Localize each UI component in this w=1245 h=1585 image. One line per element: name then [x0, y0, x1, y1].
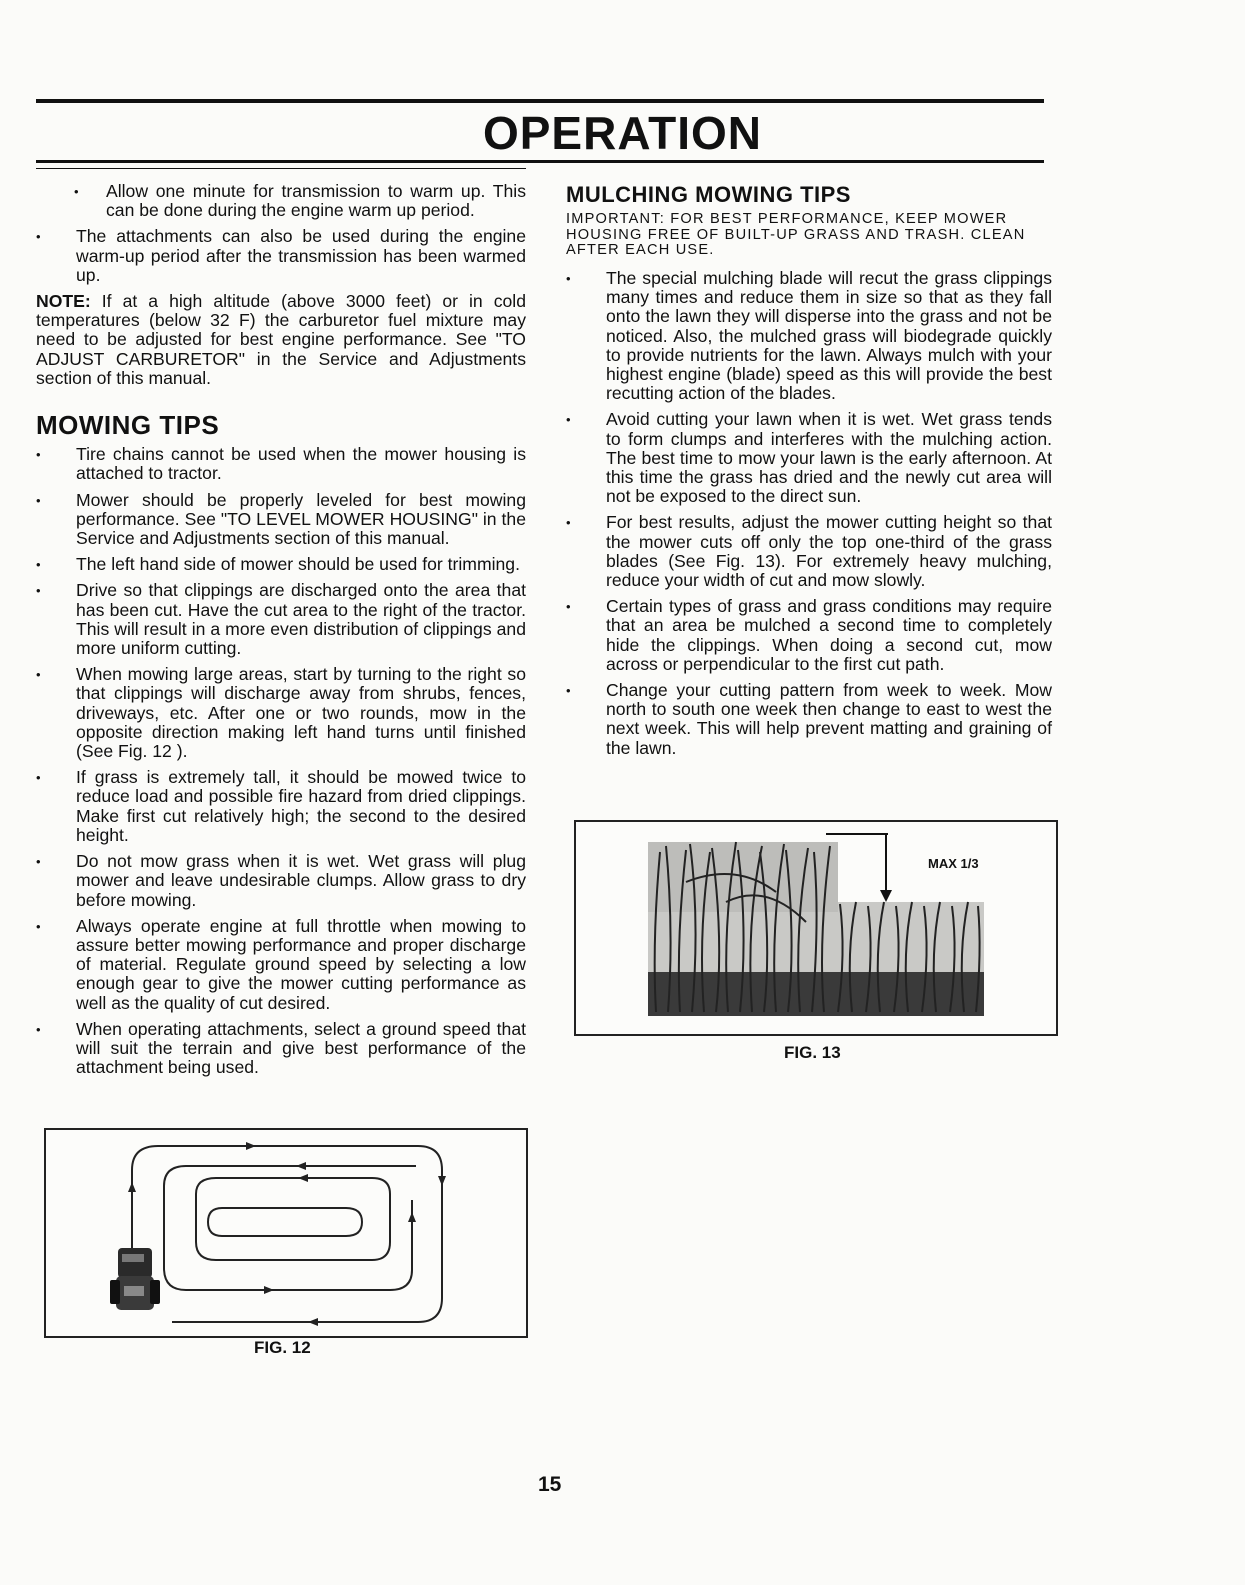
arrow-marker [264, 1286, 274, 1294]
max-cut-label: MAX 1/3 [928, 856, 979, 871]
mowing-pattern-figure [44, 1128, 528, 1338]
inner-mowing-path [208, 1208, 362, 1236]
mowing-tip: • If grass is extremely tall, it should be mowed twice to reduce load and possible fire hazard from dried clippings. Make first cut relatively high; the second to the desired height. [36, 768, 526, 845]
mowing-tip: • Tire chains cannot be used when the mower housing is attached to tractor. [36, 445, 526, 483]
top-rule-thick [36, 99, 1044, 103]
mowing-tip: • When mowing large areas, start by turning to the right so that clippings will discharge away from shrubs, fences, driveways, etc. After one or two rounds, mow in the opposite direction making left hand turns until finished (See Fig. 12 ). [36, 665, 526, 761]
arrow-marker [438, 1176, 446, 1186]
second-mowing-path [164, 1166, 416, 1290]
mulching-tip: • For best results, adjust the mower cutting height so that the mower cuts off only the top one-third of the grass blades (See Fig. 13). For extremely heavy mulching, reduce your width of cut and mow slowly. [566, 513, 1052, 590]
intro-bullet-list [36, 182, 526, 285]
mowing-pattern-diagram [46, 1130, 526, 1336]
mowing-tips-list [36, 445, 526, 1077]
arrow-marker [296, 1162, 306, 1170]
mulching-tips-heading: MULCHING MOWING TIPS [566, 182, 851, 207]
max-height-arrow-head [880, 890, 892, 902]
arrow-marker [128, 1182, 136, 1192]
figure-13-caption: FIG. 13 [784, 1043, 841, 1062]
page-number: 15 [538, 1473, 562, 1496]
left-column [36, 182, 526, 1084]
note-text: If at a high altitude (above 3000 feet) or in cold temperatures (below 32 F) the carburetor fuel mixture may need to be adjusted for best engine performance. See "TO ADJUST CARBURETOR" in the Service and Adjustments section of this manual. [36, 291, 526, 388]
mowing-tips-heading: MOWING TIPS [36, 410, 220, 441]
grass-illustration [576, 822, 1056, 1034]
page-title: OPERATION [482, 107, 763, 159]
mowing-tip: • Always operate engine at full throttle when mowing to assure better mowing performance and proper discharge of material. Regulate ground speed by selecting a low enough gear to give the mower cutting performance as well as the quality of cut desired. [36, 917, 526, 1013]
mowing-tip: • Drive so that clippings are discharged onto the area that has been cut. Have the cut area to the right of the tractor. This will result in a more even distribution of clippings and more uniform cutting. [36, 581, 526, 658]
title-underline-thin-rule [36, 168, 526, 169]
mulching-tip: • Change your cutting pattern from week to week. Mow north to south one week then change to east to west the next week. This will help prevent matting and graining of the lawn. [566, 681, 1052, 758]
intro-bullet: • Allow one minute for transmission to warm up. This can be done during the engine warm up period. [36, 182, 526, 220]
note-label: NOTE: [36, 291, 91, 312]
outer-mowing-path [132, 1146, 442, 1322]
mulching-tip: • Certain types of grass and grass conditions may require that an area be mulched a second time to completely hide the clippings. When doing a second cut, mow across or perpendicular to the first cut path. [566, 597, 1052, 674]
mowing-tip: • Mower should be properly leveled for best mowing performance. See "TO LEVEL MOWER HOUSING" in the Service and Adjustments section of this manual. [36, 491, 526, 549]
arrow-marker [308, 1318, 318, 1326]
arrow-marker [246, 1142, 256, 1150]
title-underline-rule [36, 160, 1044, 163]
mulching-tip: • Avoid cutting your lawn when it is wet. Wet grass tends to form clumps and interferes with the mulching action. The best time to mow your lawn is the early afternoon. At this time the grass has dried and the newly cut area will not be exposed to the direct sun. [566, 410, 1052, 506]
mulching-tips-list [566, 269, 1052, 758]
right-column [566, 182, 1052, 765]
note-paragraph [36, 292, 526, 388]
mowing-tip: • When operating attachments, select a ground speed that will suit the terrain and give best performance of the attachment being used. [36, 1020, 526, 1078]
arrow-marker [298, 1174, 308, 1182]
tractor-icon [110, 1248, 160, 1310]
grass-height-figure [574, 820, 1058, 1036]
intro-bullet: • The attachments can also be used during the engine warm-up period after the transmission has been warmed up. [36, 227, 526, 285]
important-notice: IMPORTANT: FOR BEST PERFORMANCE, KEEP MOWER HOUSING FREE OF BUILT-UP GRASS AND TRASH. CLEAN AFTER EACH USE. [566, 211, 1026, 259]
mowing-tip: • The left hand side of mower should be used for trimming. [36, 555, 526, 574]
mulching-tip: • The special mulching blade will recut the grass clippings many times and reduce them in size so that as they fall onto the lawn they will disperse into the grass and not be noticed. Also, the mulched grass will biodegrade quickly to provide nutrients for the lawn. Always mulch with your highest engine (blade) speed as this will provide the best recutting action of the blades. [566, 269, 1052, 403]
mowing-tip: • Do not mow grass when it is wet. Wet grass will plug mower and leave undesirable clumps. Allow grass to dry before mowing. [36, 852, 526, 910]
arrow-marker [408, 1212, 416, 1222]
figure-12-caption: FIG. 12 [254, 1338, 311, 1357]
